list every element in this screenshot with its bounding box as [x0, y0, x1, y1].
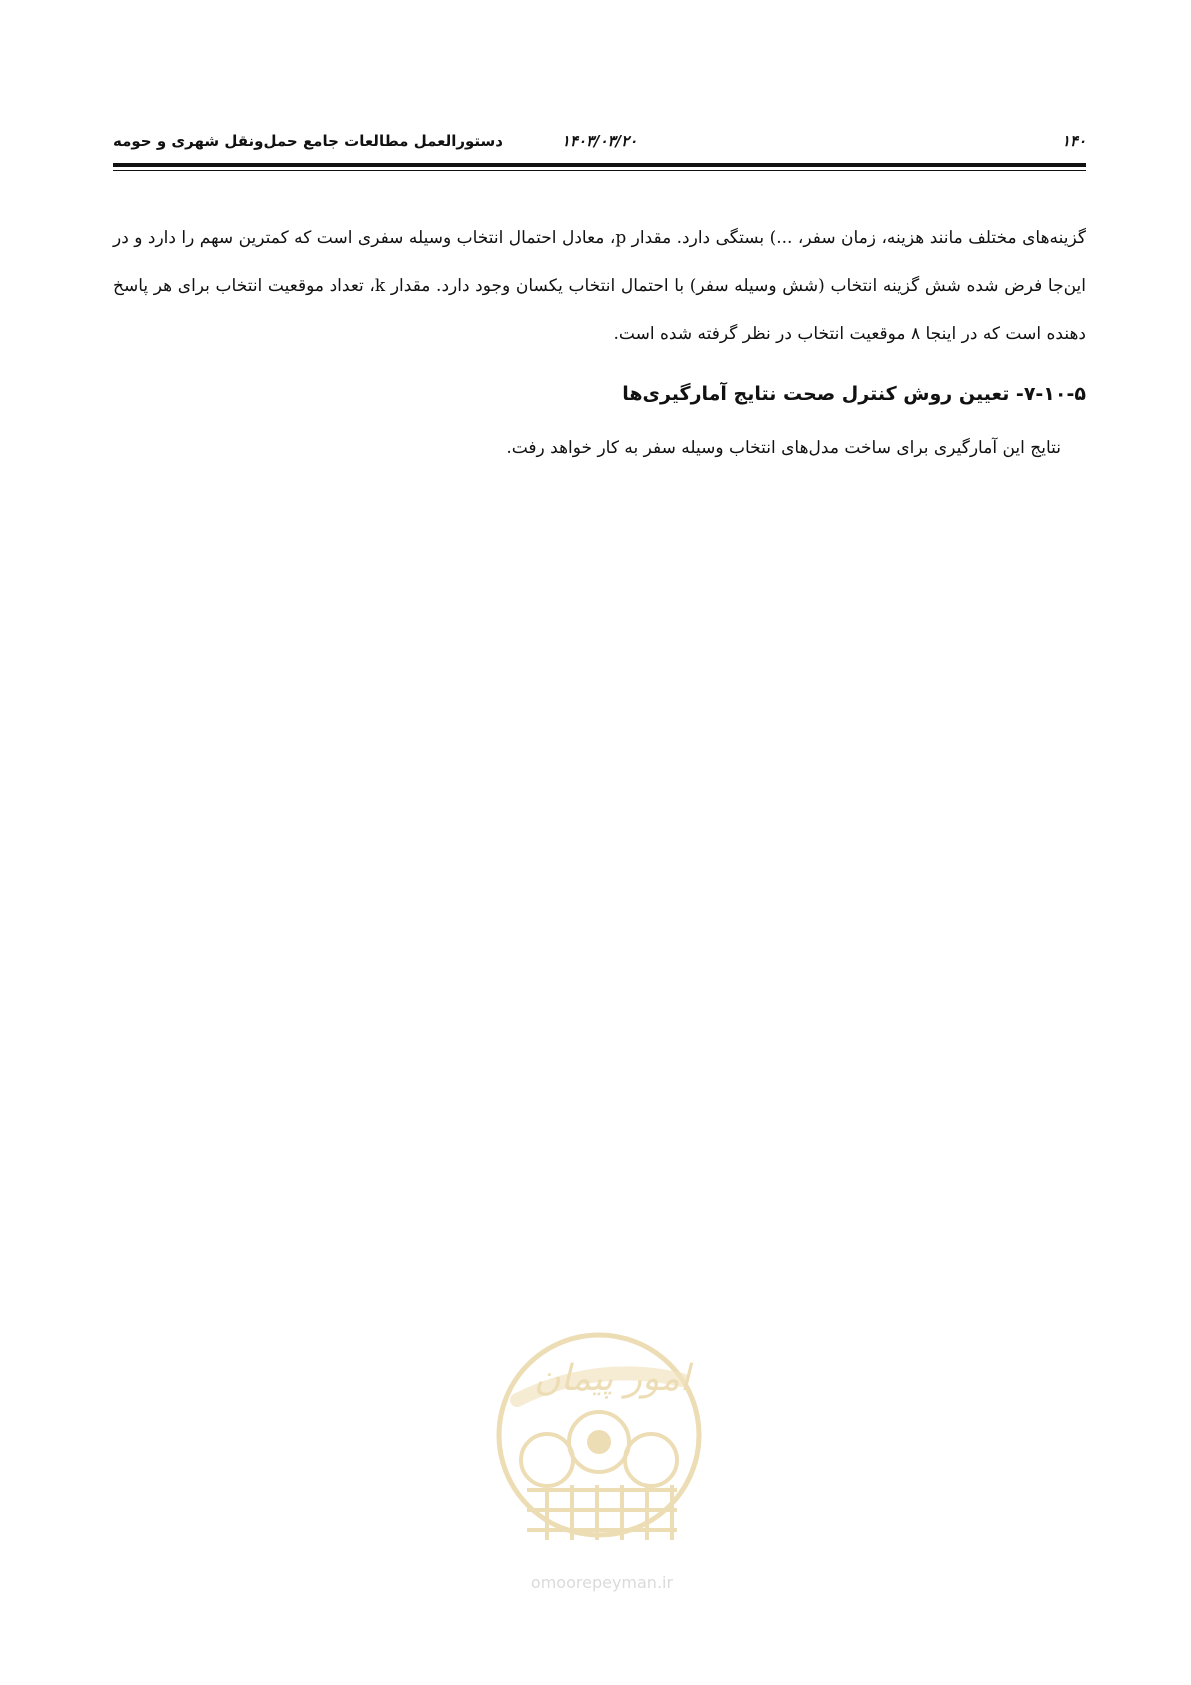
header-date: ۱۴۰۳/۰۳/۲۰: [561, 132, 638, 150]
watermark-seal: [487, 1320, 717, 1610]
document-title: دستورالعمل مطالعات جامع حمل‌ونقل شهری و حومه: [113, 132, 503, 150]
section-heading: ۷-۱۰-۵- تعیین روش کنترل صحت نتایج آمارگیری‌ها: [622, 383, 1086, 405]
seal-logo-icon: [487, 1320, 717, 1610]
header-divider-thin: [113, 170, 1086, 171]
page-header: [113, 128, 1086, 154]
seal-text: امور پیمان: [534, 1358, 690, 1399]
body-paragraph: [113, 214, 1086, 358]
page-number: ۱۴۰: [1061, 132, 1086, 150]
header-divider-thick: [113, 163, 1086, 167]
watermark-url: omoorepeyman.ir: [530, 1573, 674, 1592]
paragraph-2: نتایج این آمارگیری برای ساخت مدل‌های انتخاب وسیله سفر به کار خواهد رفت.: [506, 438, 1061, 458]
paragraph-1: گزینه‌های مختلف مانند هزینه، زمان سفر، ...) بستگی دارد. مقدار p، معادل احتمال انتخاب وسیله سفری است که کمترین سهم را دارد و در این‌جا فرض شده شش گزینه انتخاب (شش وسیله سفر) با احتمال انتخاب یکسان وجود دارد. مقدار k، تعداد موقعیت انتخاب برای هر پاسخ دهنده است که در اینجا ۸ موقعیت انتخاب در نظر گرفته شده است.: [113, 228, 1086, 344]
